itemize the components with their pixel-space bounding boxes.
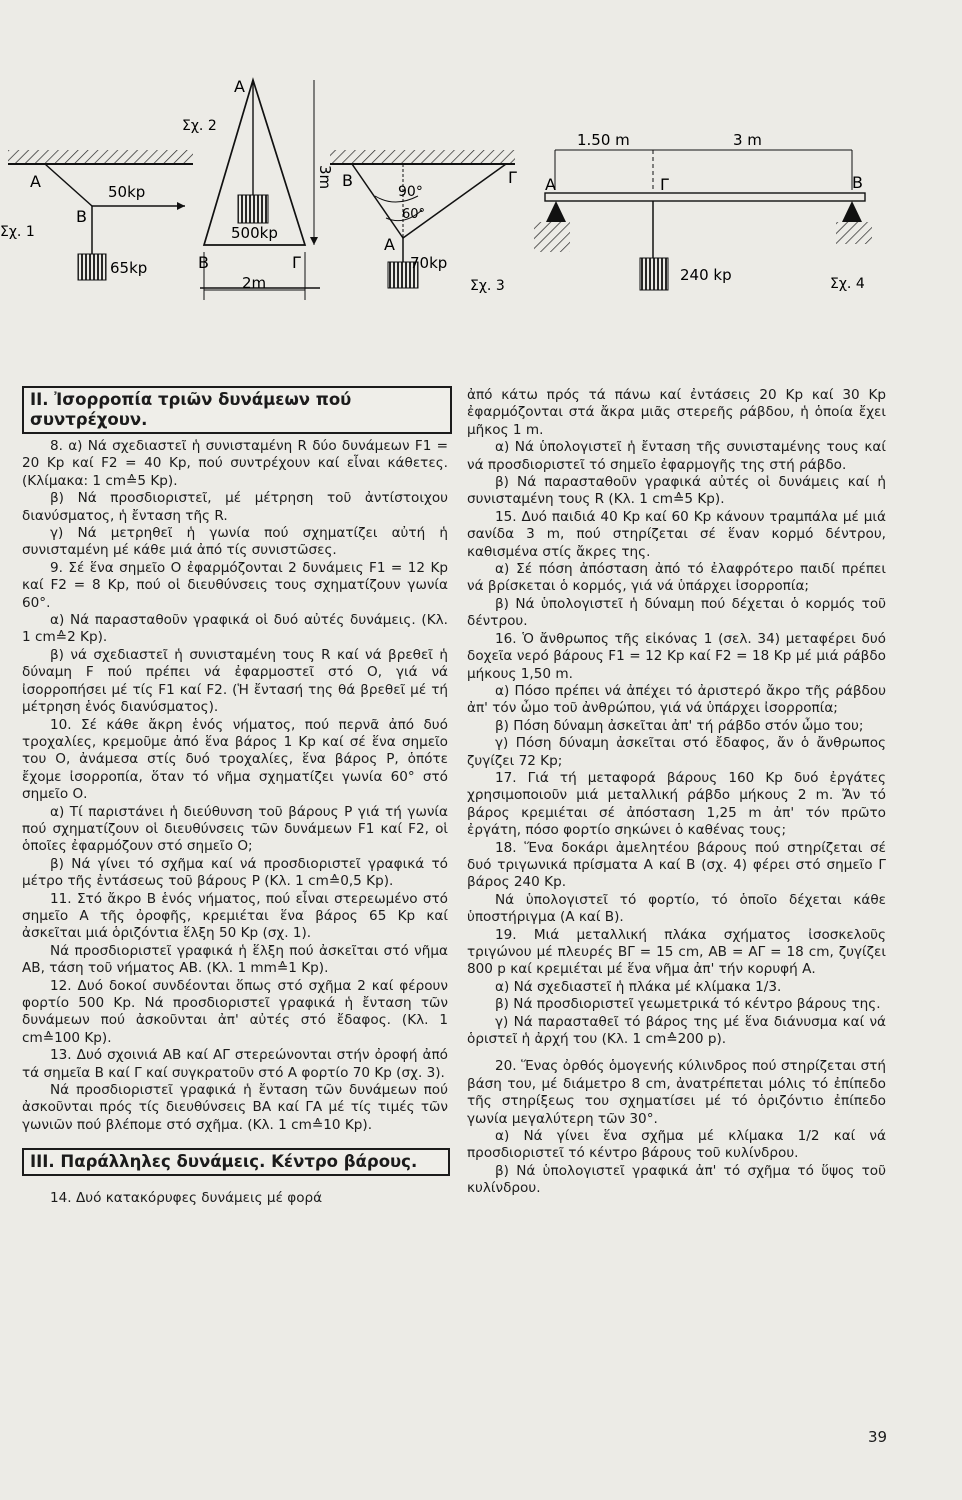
support-A (546, 201, 566, 222)
problem-19a: α) Νά σχεδιαστεῖ ἡ πλάκα μέ κλίμακα 1/3. (495, 978, 782, 995)
problem-16: 16. Ὁ ἄνθρωπος τῆς εἰκόνας 1 (σελ. 34) μεταφέρει δυό δοχεῖα νερό βάρους F1 = 12 Kp καί F2 = 18 Kp μέ μιά ράβδο μήκους 1,50 m. (467, 630, 886, 682)
figure-1 (0, 150, 193, 280)
fig3-angle-60: 60° (402, 207, 426, 222)
fig1-weight: 65kp (110, 259, 148, 277)
problem-19c: γ) Νά παρασταθεῖ τό βάρος της μέ ἕνα διάνυσμα καί νά ὁριστεῖ ἡ ἀρχή του (Κλ. 1 cm≙200 p). (467, 1013, 886, 1048)
problem-14b: β) Νά παρασταθοῦν γραφικά αὐτές οἱ δυνάμεις καί ἡ συνισταμένη τους R (Κλ. 1 cm≙5 Kp). (467, 474, 886, 508)
problem-9: 9. Σέ ἕνα σημεῖο Ο ἐφαρμόζονται 2 δυνάμεις F1 = 12 Kp καί F2 = 8 Kp, πού οἱ διευθύνσεις τους σχηματίζουν γωνία 60°. (22, 559, 448, 611)
ceiling-hatch-3 (330, 150, 515, 164)
figure-2 (182, 77, 334, 300)
left-column (22, 438, 448, 1208)
ceiling-hatch-1 (8, 150, 193, 164)
fig4-label-B: B (852, 173, 863, 192)
problem-13: 13. Δυό σχοινιά ΑΒ καί ΑΓ στερεώνονται στήν ὀροφή ἀπό τά σημεῖα Β καί Γ καί συγκρατοῦν στό Α φορτίο 70 Kp (σχ. 3). (22, 1047, 448, 1081)
problem-16c: γ) Πόση δύναμη ἀσκεῖται στό ἔδαφος, ἄν ὁ ἄνθρωπος ζυγίζει 72 Kp; (467, 735, 886, 769)
figure-4 (534, 131, 872, 292)
problem-11b: Νά προσδιοριστεῖ γραφικά ἡ ἕλξη πού ἀσκεῖται στό νῆμα ΑΒ, τάση τοῦ νήματος ΑΒ. (Κλ. 1 mm≙1 Kp). (22, 942, 448, 977)
problem-13b: Νά προσδιοριστεῖ γραφικά ἡ ἔνταση τῶν δυνάμεων πού ἀσκοῦνται πρός τίς διευθύνσεις ΒΑ καί ΓΑ μέ τίς τιμές τῶν γωνιῶν πού βλέπομε στό σχῆμα. (Κλ. 1 cm≙10 Kp). (22, 1082, 448, 1133)
fig1-caption: Σχ. 1 (0, 224, 35, 240)
problem-20a: α) Νά γίνει ἕνα σχῆμα μέ κλίμακα 1/2 καί νά προσδιοριστεῖ τό κέντρο βάρους τοῦ κυλίνδρου. (467, 1128, 886, 1162)
fig4-caption: Σχ. 4 (830, 276, 865, 292)
problem-9b: β) νά σχεδιαστεῖ ἡ συνισταμένη τους R καί νά βρεθεῖ ἡ δύναμη F πού πρέπει νά ἐφαρμοστεῖ στό Ο, γιά νά ἰσορροπήσει μέ τίς F1 καί F2. (Ἡ ἔντασή της θά βρεθεῖ μέ τή μέτρηση ἑνός διανύσματος). (22, 646, 448, 716)
fig3-caption: Σχ. 3 (470, 278, 505, 294)
problem-17: 17. Γιά τή μεταφορά βάρους 160 Kp δυό ἐργάτες χρησιμοποιοῦν μιά μεταλλική ράβδο μήκους 2 m. Ἄν τό βάρος κρεμιέται σέ ἀπόσταση 1,25 m ἀπ' τόν πρῶτο ἐργάτη, πόσο φορτίο σηκώνει ὁ καθένας τους; (467, 769, 886, 839)
fig4-dist2: 3 m (733, 131, 762, 149)
problem-15b: β) Νά ὑπολογιστεῖ ἡ δύναμη πού δέχεται ὁ κορμός τοῦ δέντρου. (467, 595, 886, 630)
problem-19: 19. Μιά μεταλλική πλάκα σχήματος ἰσοσκελοῦς τριγώνου μέ πλευρές ΒΓ = 15 cm, ΑΒ = ΑΓ = 18 cm, ζυγίζει 800 p καί κρεμιέται μέ ἕνα νῆμα ἀπ' τήν κορυφή Α. (467, 926, 886, 978)
fig3-label-G: Γ (508, 168, 517, 187)
problem-10: 10. Σέ κάθε ἄκρη ἑνός νήματος, πού περνᾶ ἀπό δυό τροχαλίες, κρεμοῦμε ἀπό ἕνα βάρος 1 Kp καί σέ ἕνα σημεῖο του Ο, ἀνάμεσα στίς δυό τροχαλίες, ἕνα βάρος Ρ, ὁπότε ἔχομε ἰσορροπία, ὅταν τό νῆμα σχηματίζει γωνία 60° στό σημεῖο Ο. (22, 716, 448, 803)
fig2-weight: 500kp (231, 224, 278, 242)
weight-block-2 (238, 195, 268, 223)
fig2-height: 3m (316, 165, 334, 190)
fig2-label-G: Γ (292, 253, 301, 272)
figure-3 (330, 150, 517, 294)
fig3-label-B: B (342, 171, 353, 190)
arrow-head (177, 202, 185, 210)
problem-8a: 8. α) Νά σχεδιαστεῖ ἡ συνισταμένη R δύο δυνάμεων F1 = 20 Kp καί F2 = 40 Kp, πού συντρέχουν καί εἶναι κάθετες. (Κλίμακα: 1 cm≙5 Kp). (22, 438, 448, 489)
fig1-label-A: A (30, 172, 41, 191)
fig4-weight: 240 kp (680, 266, 732, 284)
beam (545, 193, 865, 201)
fig3-label-A: A (384, 235, 395, 254)
problem-16a: α) Πόσο πρέπει νά ἀπέχει τό ἀριστερό ἄκρο τῆς ράβδου ἀπ' τόν ὦμο τοῦ ἀνθρώπου, γιά νά ὑπάρχει ἰσορροπία; (467, 682, 886, 717)
fig3-weight: 70kp (410, 254, 448, 272)
fig4-label-A: A (545, 175, 556, 194)
ground-A (534, 222, 570, 252)
weight-block-4 (640, 258, 668, 290)
problem-20b: β) Νά ὑπολογιστεῖ γραφικά ἀπ' τό σχῆμα τό ὕψος τοῦ κυλίνδρου. (467, 1162, 886, 1197)
problem-14a: α) Νά ὑπολογιστεῖ ἡ ἔνταση τῆς συνισταμένης τους καί νά προσδιοριστεῖ τό σημεῖο ἐφαρμογῆς της στή ράβδο. (467, 439, 886, 473)
problem-8c: γ) Νά μετρηθεῖ ἡ γωνία πού σχηματίζει αὐτή ἡ συνισταμένη μέ κάθε μιά ἀπό τίς συνιστῶσες. (22, 525, 448, 559)
problem-18: 18. Ἕνα δοκάρι ἀμελητέου βάρους πού στηρίζεται σέ δυό τριγωνικά πρίσματα Α καί Β (σχ. 4) φέρει στό σημεῖο Γ βάρος 240 Kp. (467, 839, 886, 891)
weight-block-1 (78, 254, 106, 280)
problem-18b: Νά ὑπολογιστεῖ τό φορτίο, τό ὁποῖο δέχεται κάθε ὑποστήριγμα (Α καί Β). (467, 891, 886, 926)
fig2-label-B: B (198, 253, 209, 272)
right-column (467, 387, 886, 1198)
problem-12: 12. Δυό δοκοί συνδέονται ὅπως στό σχῆμα 2 καί φέρουν φορτίο 500 Kp. Νά προσδιοριστεῖ γραφικά ἡ ἔνταση τῶν δυνάμεων πού ἀσκοῦνται ἀπ' αὐτές στό ἔδαφος. (Κλ. 1 cm≙100 Kp). (22, 977, 448, 1046)
fig2-label-A: A (234, 77, 245, 96)
page-number: 39 (868, 1428, 888, 1446)
problem-9a: α) Νά παρασταθοῦν γραφικά οἱ δυό αὐτές δυνάμεις. (Κλ. 1 cm≙2 Kp). (22, 612, 448, 646)
section-2-heading: ΙΙ. Ἰσορροπία τριῶν δυνάμεων πού συντρέχουν. (22, 386, 452, 434)
problem-8b: β) Νά προσδιοριστεῖ, μέ μέτρηση τοῦ ἀντίστοιχου διανύσματος, ἡ ἔνταση τῆς R. (22, 490, 448, 524)
problem-14-cont: ἀπό κάτω πρός τά πάνω καί ἐντάσεις 20 Kp καί 30 Kp ἐφαρμόζονται στά ἄκρα μιᾶς στερεῆς ράβδου, ἡ ὁποία ἔχει μῆκος 1 m. (467, 387, 886, 438)
support-B (842, 201, 862, 222)
fig1-label-B: B (76, 207, 87, 226)
problem-15: 15. Δυό παιδιά 40 Kp καί 60 Kp κάνουν τραμπάλα μέ μιά σανίδα 3 m, πού στηρίζεται σέ ἕναν κορμό δέντρου, καθισμένα στίς ἄκρες της. (467, 508, 886, 560)
fig4-label-G: Γ (660, 175, 669, 194)
fig1-force: 50kp (108, 183, 146, 201)
section-3-heading: ΙΙΙ. Παράλληλες δυνάμεις. Κέντρο βάρους. (22, 1148, 450, 1176)
problem-19b: β) Νά προσδιοριστεῖ γεωμετρικά τό κέντρο βάρους της. (495, 996, 881, 1013)
ground-B (836, 222, 872, 244)
problem-14: 14. Δυό κατακόρυφες δυνάμεις μέ φορά (50, 1190, 323, 1207)
problem-10b: β) Νά γίνει τό σχῆμα καί νά προσδιοριστεῖ γραφικά τό μέτρο τῆς ἐντάσεως τοῦ βάρους Ρ (Κλ. 1 cm≙0,5 Kp). (22, 855, 448, 890)
figures-area (0, 0, 962, 380)
fig2-base: 2m (242, 274, 267, 292)
problem-20: 20. Ἕνας ὀρθός ὁμογενής κύλινδρος πού στηρίζεται στή βάση του, μέ διάμετρο 8 cm, ἀνατρέπεται μόλις τό ἐπίπεδο τῆς στηρίξεως του σχηματίσει μέ τό ὁριζόντιο ἐπίπεδο γωνία μεγαλύτερη τῶν 30°. (467, 1058, 886, 1127)
problem-16b: β) Πόση δύναμη ἀσκεῖται ἀπ' τή ράβδο στόν ὦμο του; (495, 717, 864, 734)
problem-11: 11. Στό ἄκρο Β ἑνός νήματος, πού εἶναι στερεωμένο στό σημεῖο Α τῆς ὀροφῆς, κρεμιέται ἕνα βάρος 65 Kp καί ἀσκεῖται μιά ὁριζόντια ἕλξη 50 Kp (σχ. 1). (22, 890, 448, 942)
fig2-caption: Σχ. 2 (182, 118, 217, 134)
fig4-dist1: 1.50 m (577, 131, 630, 149)
fig3-angle-90: 90° (398, 184, 423, 200)
problem-10a: α) Τί παριστάνει ἡ διεύθυνση τοῦ βάρους Ρ γιά τή γωνία πού σχηματίζουν οἱ διευθύνσεις τῶν δυνάμεων F1 καί F2, οἱ ὁποῖες ἐφαρμόζουν στό σημεῖο Ο; (22, 803, 448, 855)
problem-15a: α) Σέ πόση ἀπόσταση ἀπό τό ἐλαφρότερο παιδί πρέπει νά βρίσκεται ὁ κορμός, γιά νά ὑπάρχει ἰσορροπία; (467, 561, 886, 595)
